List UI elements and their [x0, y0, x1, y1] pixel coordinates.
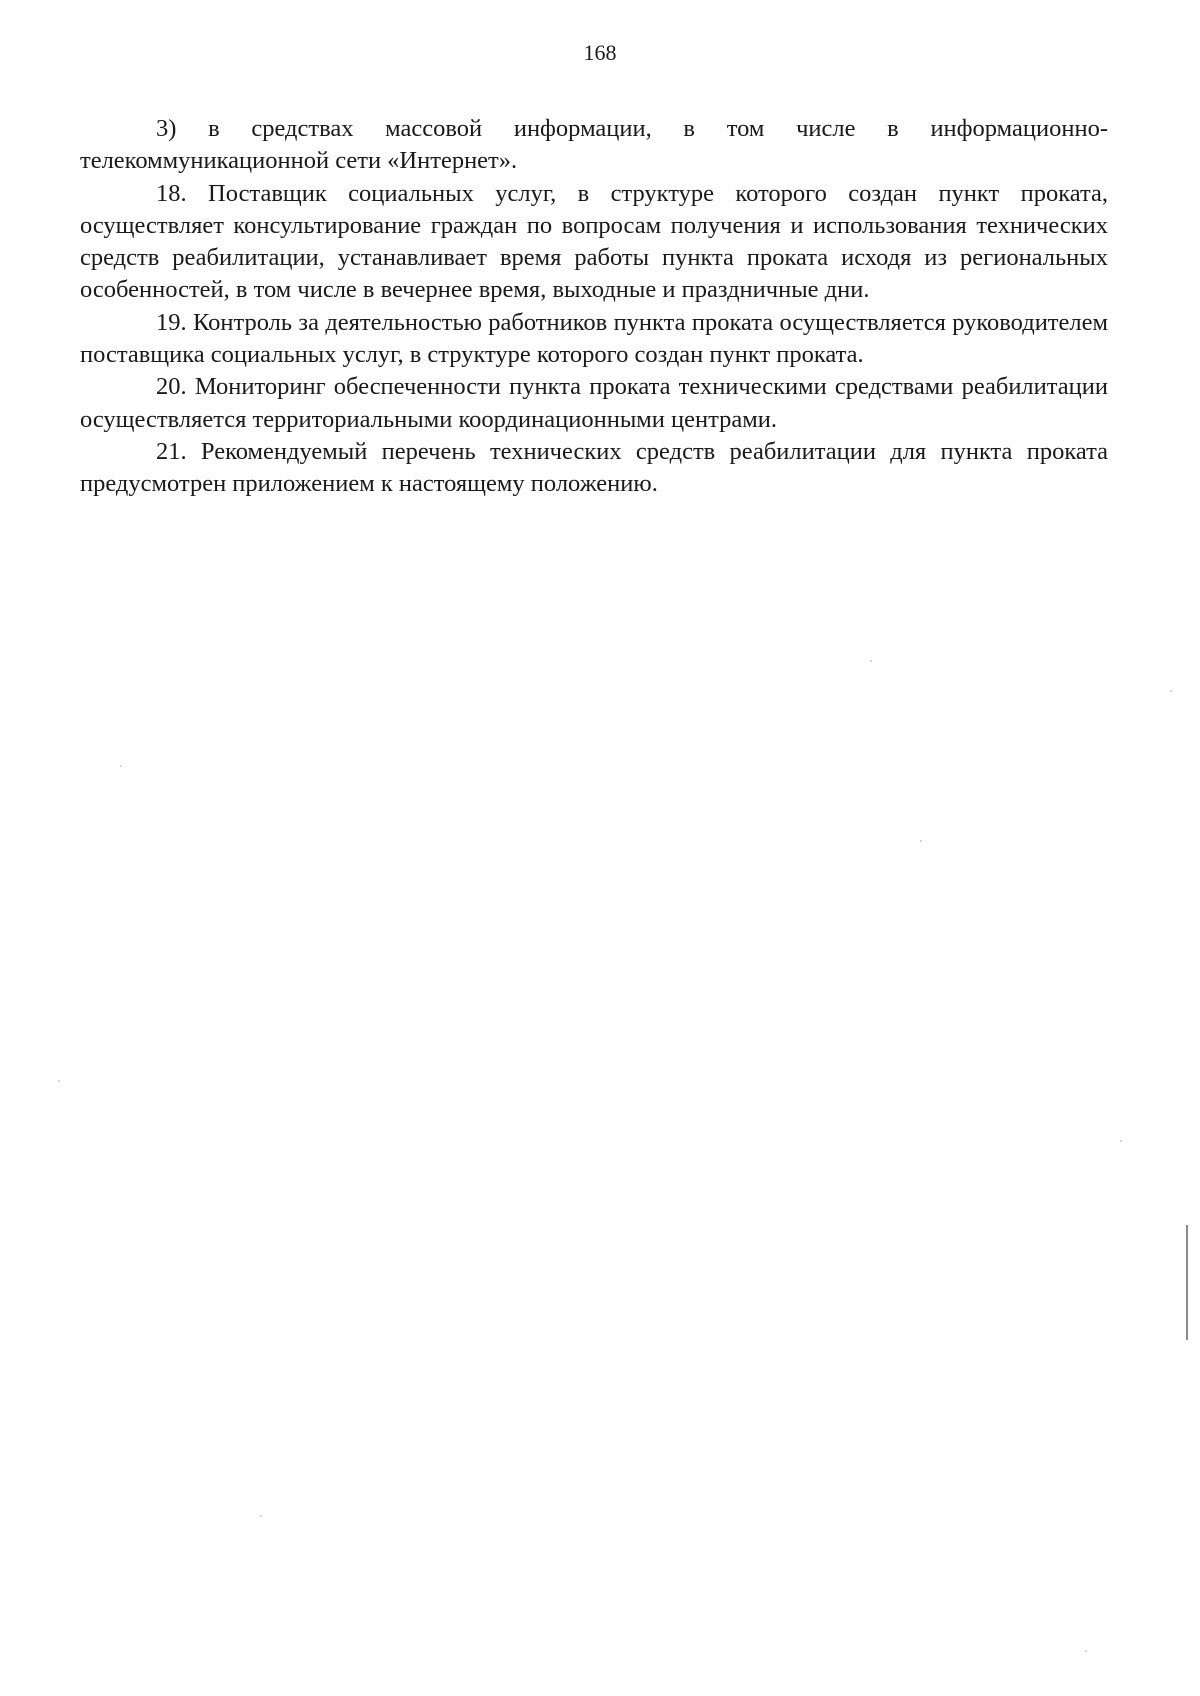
scan-speck: [1170, 690, 1172, 692]
scan-speck: [58, 1080, 60, 1082]
scan-speck: [1085, 1650, 1087, 1652]
document-body: [80, 113, 1108, 501]
scan-speck: [870, 660, 872, 662]
scan-speck: [1120, 1140, 1122, 1142]
paragraph-20: 20. Мониторинг обеспеченности пункта проката техническими средствами реабилитации осуществляется территориальными координационными центрами.: [80, 373, 1108, 433]
paragraph-item-3: 3) в средствах массовой информации, в том числе в информационно-телекоммуникационной сети «Интернет».: [80, 115, 1108, 175]
scan-edge-mark: [1186, 1225, 1188, 1340]
scan-speck: [120, 765, 122, 767]
paragraph-19: 19. Контроль за деятельностью работников пункта проката осуществляется руководителем поставщика социальных услуг, в структуре которого создан пункт проката.: [80, 308, 1108, 369]
paragraph-18: 18. Поставщик социальных услуг, в структуре которого создан пункт проката, осуществляет консультирование граждан по вопросам получения и использования технических средств реабилитации, устанавливает время работы пункта проката исходя из региональных особенностей, в том числе в вечернее время, выходные и праздничные дни.: [80, 179, 1108, 304]
scan-speck: [260, 1515, 262, 1517]
scan-speck: [920, 840, 922, 842]
paragraph-21: 21. Рекомендуемый перечень технических средств реабилитации для пункта проката предусмотрен приложением к настоящему положению.: [80, 437, 1108, 498]
page-number: 168: [583, 40, 617, 65]
